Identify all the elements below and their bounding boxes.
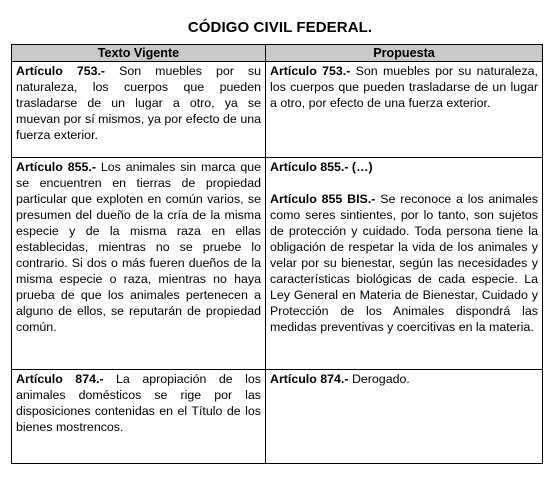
article-label: Artículo 855 BIS.-: [270, 192, 376, 206]
article-label: Artículo 753.-: [16, 64, 106, 78]
cell-propuesta-874: [266, 370, 543, 464]
article-text: La apropiación de los animales domésticos se rige por las disposiciones contenidas en el Título de los bienes mostrencos.: [16, 372, 261, 434]
cell-vigente-874: [12, 370, 266, 464]
paragraph: [16, 371, 261, 435]
table-row: [12, 370, 543, 464]
article-label: Artículo 855.-: [16, 160, 96, 174]
comparison-table: [11, 44, 543, 464]
header-texto-vigente: Texto Vigente: [12, 45, 266, 62]
table-row: [12, 62, 543, 158]
article-label: Artículo 753.-: [270, 64, 351, 78]
header-propuesta: Propuesta: [266, 45, 543, 62]
table-header-row: [12, 45, 543, 62]
article-text: Son muebles por su naturaleza, los cuerpos que pueden trasladarse de un lugar a otro, por efecto de una fuerza exterior.: [270, 64, 538, 110]
cell-propuesta-855: [266, 158, 543, 370]
cell-vigente-855: [12, 158, 266, 370]
paragraph: [16, 63, 261, 143]
table-row: [12, 158, 543, 370]
cell-propuesta-753: [266, 62, 543, 158]
article-label: Artículo 874.-: [270, 372, 349, 386]
article-label: Artículo 855.- (…): [270, 160, 373, 174]
article-label: Artículo 874.-: [16, 372, 104, 386]
paragraph: [270, 159, 538, 175]
article-text: Derogado.: [348, 372, 410, 386]
article-text: Son muebles por su naturaleza, los cuerpos que pueden trasladarse de un lugar a otro, ya se muevan por sí mismos, ya por efecto de una fuerza exterior.: [16, 64, 261, 142]
paragraph: [270, 371, 538, 387]
paragraph: [16, 159, 261, 335]
paragraph: [270, 191, 538, 335]
paragraph: [270, 63, 538, 111]
article-text: Los animales sin marca que se encuentren en tierras de propiedad particular que exploten en común varios, se presumen del dueño de la cría de la misma especie y de la misma raza en ellas establecidas, mientras no se pruebe lo contrario. Si dos o más fueren dueños de la misma especie o raza, mientras no haya prueba de que los animales pertenecen a alguno de ellos, se reputarán de propiedad común.: [16, 160, 262, 334]
cell-vigente-753: [12, 62, 266, 158]
article-text: Se reconoce a los animales como seres sintientes, por lo tanto, son sujetos de protección y cuidado. Toda persona tiene la obligación de respetar la vida de los animales y velar por su bienestar, según las necesidades y características biológicas de cada especie. La Ley General en Materia de Bienestar, Cuidado y Protección de los Animales dispondrá las medidas preventivas y coercitivas en la materia.: [270, 192, 538, 334]
document-title: CÓDIGO CIVIL FEDERAL.: [187, 19, 373, 36]
